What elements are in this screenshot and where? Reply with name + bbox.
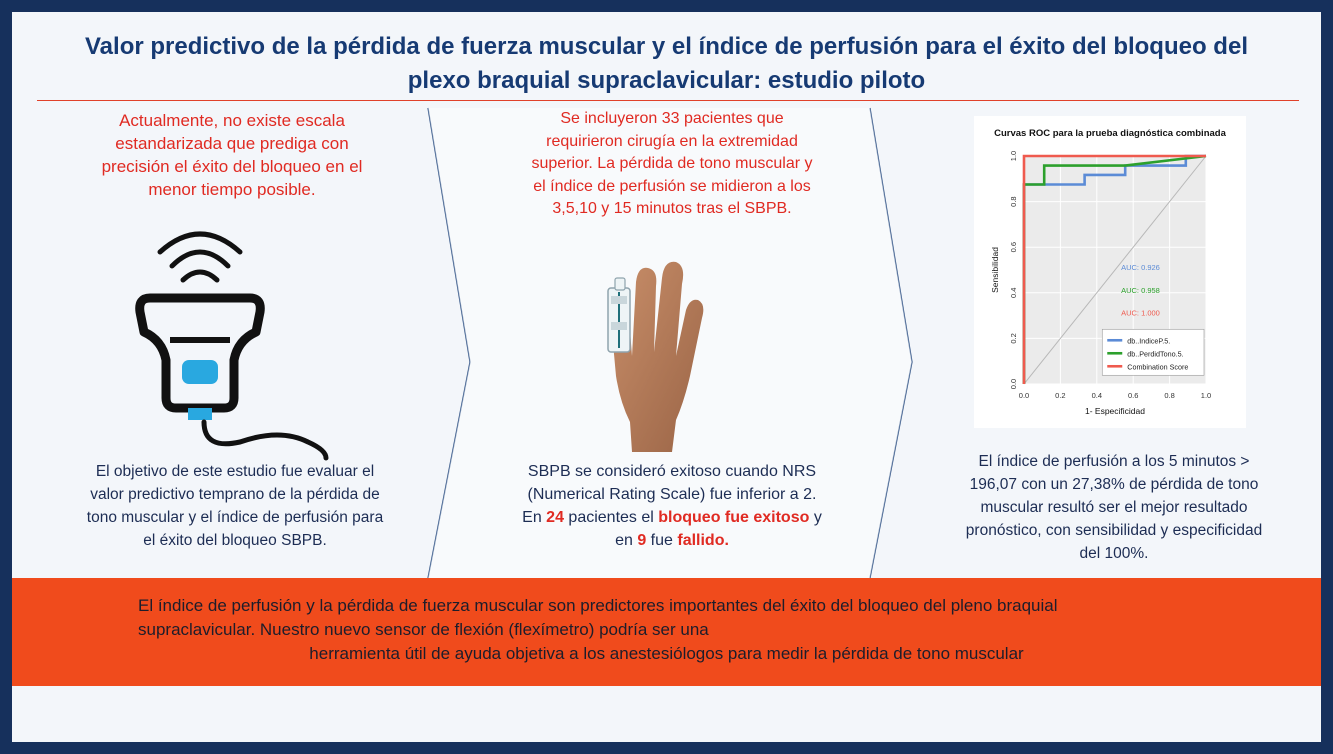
x-tick-label: 1.0 bbox=[1200, 391, 1212, 400]
objective-text: El objetivo de este estudio fue evaluar el valor predictivo temprano de la pérdida de tono muscular y el índice de perfusión para el éxito del bloqueo SBPB. bbox=[86, 463, 384, 549]
y-tick-label: 0.4 bbox=[1009, 287, 1018, 299]
y-tick-label: 0.2 bbox=[1009, 333, 1018, 344]
fail-label: fallido. bbox=[677, 532, 729, 549]
y-tick-label: 0.8 bbox=[1009, 196, 1018, 207]
fail-count: 9 bbox=[637, 532, 647, 549]
result-line-2: en 9 fue fallido. bbox=[615, 532, 729, 549]
legend-label-2: db..PerdidTono.5. bbox=[1127, 349, 1184, 359]
chart-title: Curvas ROC para la prueba diagnóstica combinada bbox=[994, 128, 1226, 139]
infographic-frame bbox=[12, 12, 1321, 742]
legend-label-1: db..IndiceP.5. bbox=[1127, 336, 1171, 346]
roc-chart bbox=[974, 116, 1246, 428]
auc-label-2: AUC: 0.958 bbox=[1121, 285, 1160, 295]
intro-text: Actualmente, no existe escala estandarizada que prediga con precisión el éxito del bloqueo en el menor tiempo posible. bbox=[101, 111, 363, 199]
results-text: SBPB se consideró exitoso cuando NRS (Numerical Rating Scale) fue inferior a 2. En 24 pacientes el bloqueo fue exitoso y en 9 fue fallido. bbox=[474, 460, 870, 552]
conclusion-line-1: El índice de perfusión y la pérdida de fuerza muscular son predictores importantes del éxito del bloqueo del pleno braquial bbox=[138, 596, 1058, 615]
conclusion-line-3: herramienta útil de ayuda objetiva a los anestesiólogos para medir la pérdida de tono muscular bbox=[309, 644, 1024, 663]
x-tick-label: 0.0 bbox=[1018, 391, 1030, 400]
success-count: 24 bbox=[546, 509, 564, 526]
y-tick-label: 1.0 bbox=[1009, 150, 1018, 162]
x-axis-label: 1- Especificidad bbox=[1084, 406, 1146, 416]
conclusion-line-2: supraclavicular. Nuestro nuevo sensor de flexión (flexímetro) podría ser una bbox=[138, 620, 709, 639]
methods-text: Se incluyeron 33 pacientes que requirieron cirugía en la extremidad superior. La pérdida de tono muscular y el índice de perfusión se midieron a los 3,5,10 y 15 minutos tras el SBPB. bbox=[531, 110, 813, 217]
x-tick-label: 0.8 bbox=[1164, 391, 1175, 400]
x-tick-label: 0.6 bbox=[1127, 391, 1139, 400]
title-line-2: plexo braquial supraclavicular: estudio piloto bbox=[407, 67, 926, 94]
roc-chart-panel bbox=[974, 116, 1246, 428]
y-tick-label: 0.6 bbox=[1009, 241, 1018, 253]
ultrasound-probe-icon bbox=[130, 220, 330, 470]
auc-label-1: AUC: 0.926 bbox=[1121, 263, 1160, 272]
y-tick-label: 0.0 bbox=[1009, 378, 1018, 390]
x-tick-label: 0.4 bbox=[1091, 391, 1103, 400]
success-label: bloqueo fue exitoso bbox=[658, 509, 810, 526]
conclusion-banner bbox=[12, 578, 1321, 686]
legend-label-3: Combination Score bbox=[1127, 362, 1189, 372]
auc-label-3: AUC: 1.000 bbox=[1121, 308, 1160, 318]
hand-flexion-sensor-icon bbox=[592, 252, 722, 452]
findings-text: El índice de perfusión a los 5 minutos > 196,07 con un 27,38% de pérdida de tono muscular resultó ser el mejor resultado pronóstico, con sensibilidad y especificidad del 100%. bbox=[965, 453, 1263, 562]
signal-waves-icon bbox=[160, 234, 240, 280]
result-line-1: En 24 pacientes el bloqueo fue exitoso y bbox=[522, 509, 822, 526]
title-line-1: Valor predictivo de la pérdida de fuerza muscular y el índice de perfusión para el éxito del bloqueo del bbox=[85, 33, 1248, 60]
x-tick-label: 0.2 bbox=[1055, 391, 1066, 400]
y-axis-label: Sensibilidad bbox=[990, 247, 1000, 293]
